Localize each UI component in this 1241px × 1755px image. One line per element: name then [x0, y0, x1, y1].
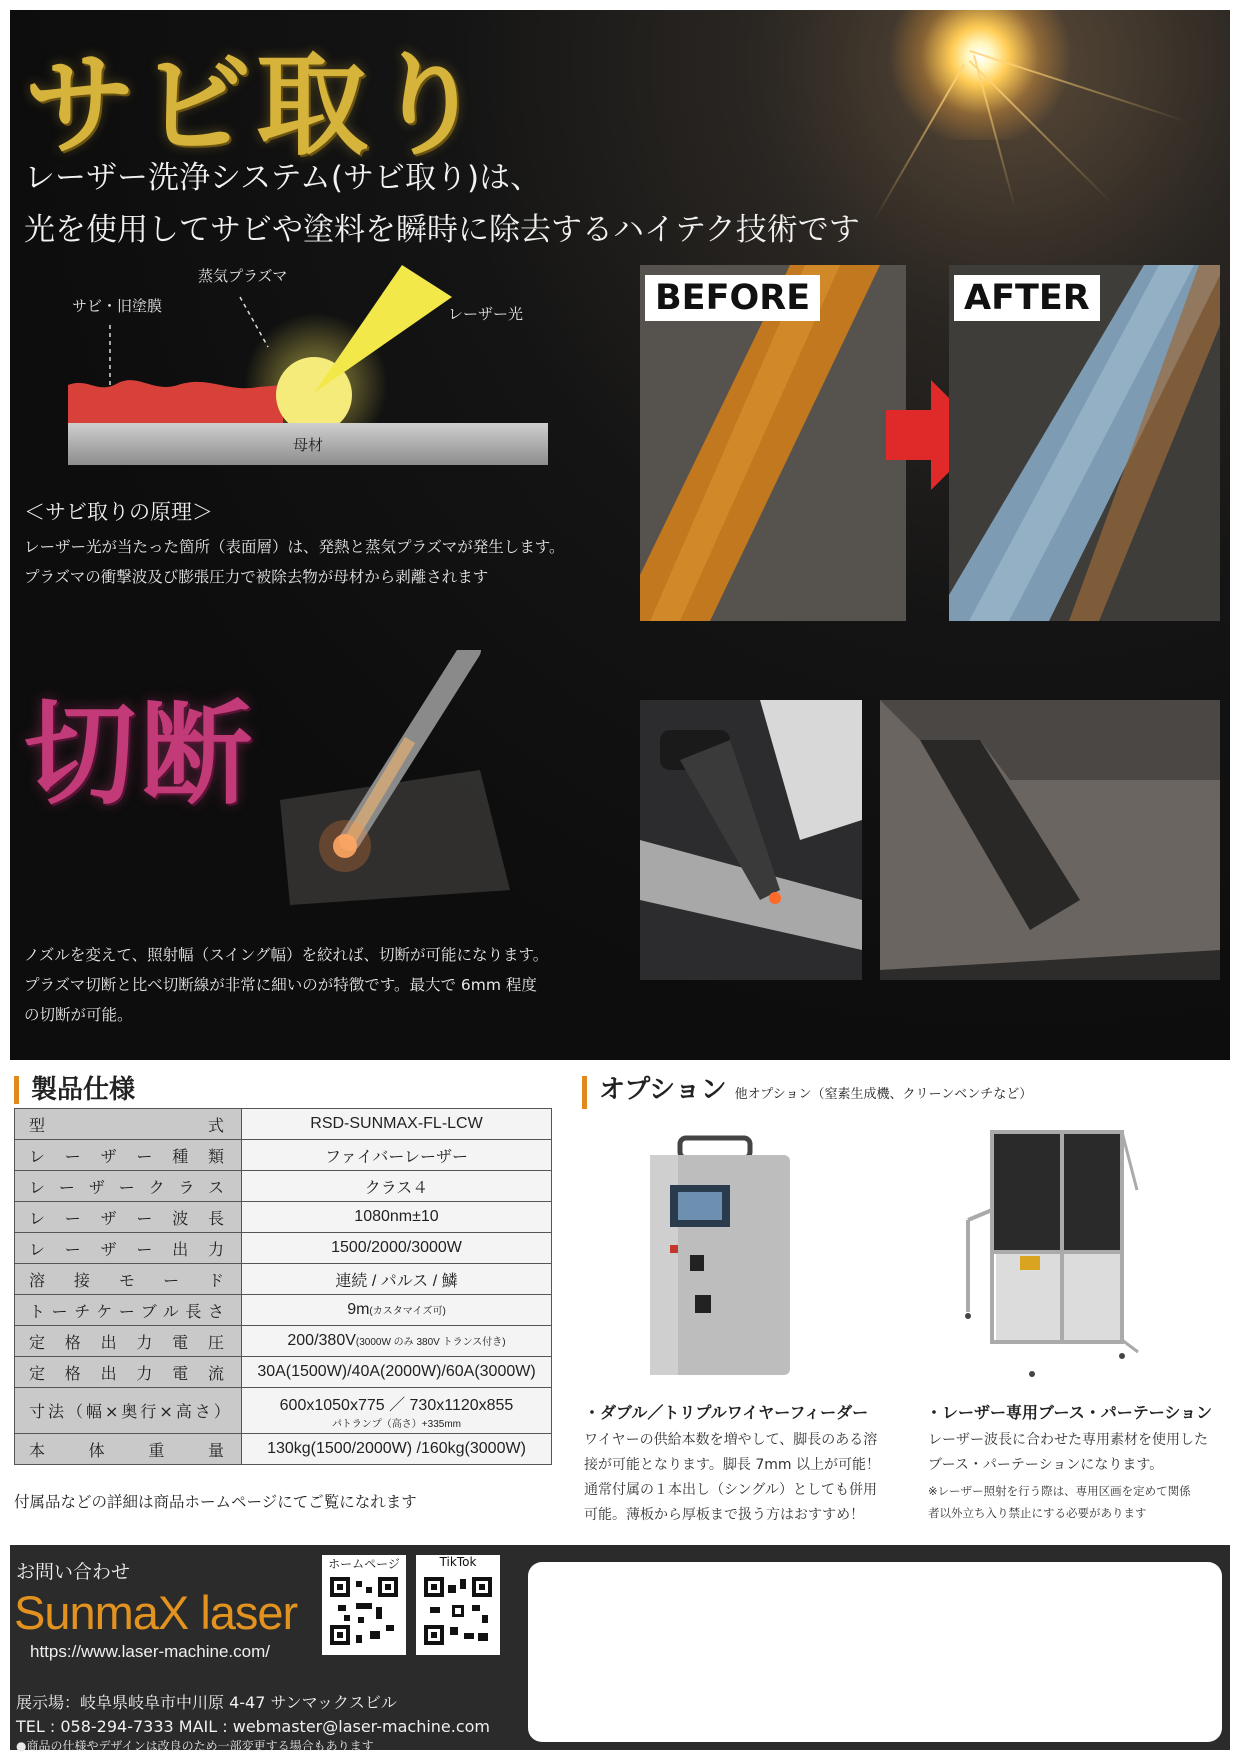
spec-value	[242, 1171, 552, 1202]
qr-homepage-label: ホームページ	[322, 1555, 406, 1572]
option-subtitle: 他オプション（窒素生成機、クリーンベンチなど）	[734, 1087, 1033, 1102]
spec-key: 寸法（幅×奥行×高さ）	[15, 1388, 242, 1434]
feeder-line: 接が可能となります。脚長 7mm 以上が可能！	[584, 1457, 880, 1473]
spec-value	[242, 1295, 552, 1326]
rust-headline	[24, 152, 860, 256]
spec-key: トーチケーブル長さ	[15, 1295, 242, 1326]
cutting-torch-image	[250, 650, 670, 910]
laser-booth-image	[962, 1130, 1142, 1380]
booth-text	[928, 1428, 1208, 1478]
spec-value-text: 600x1050x775 ／ 730x1120x855	[279, 1396, 514, 1414]
principle-text	[24, 532, 565, 592]
contact-footer	[10, 1545, 1230, 1753]
dealer-stamp-area	[528, 1562, 1222, 1742]
spec-value	[242, 1357, 552, 1388]
principle-title: ＜サビ取りの原理＞	[24, 500, 213, 524]
qr-code-icon	[424, 1577, 492, 1645]
spec-key: レーザー出力	[15, 1233, 242, 1264]
principle-line: プラズマの衝撃波及び膨張圧力で被除去物が母材から剥離されます	[24, 568, 489, 586]
spec-row	[15, 1140, 552, 1171]
spec-row	[15, 1264, 552, 1295]
spec-value	[242, 1140, 552, 1171]
spec-row	[15, 1388, 552, 1434]
spec-value-text: 30A(1500W)/40A(2000W)/60A(3000W)	[257, 1363, 536, 1380]
cutting-line: の切断が可能。	[24, 1006, 133, 1024]
spec-row	[15, 1202, 552, 1233]
after-label: AFTER	[954, 275, 1100, 321]
cutting-title: 切断	[24, 689, 256, 820]
spec-key: 型式	[15, 1109, 242, 1140]
cutting-line: ノズルを変えて、照射幅（スイング幅）を絞れば、切断が可能になります。	[24, 946, 549, 964]
spec-value-text: 1500/2000/3000W	[331, 1239, 462, 1256]
spec-value-text: 1080nm±10	[354, 1208, 439, 1225]
spec-table	[14, 1108, 552, 1465]
showroom-address: 展示場：岐阜県岐阜市中川原 4-47 サンマックスビル	[16, 1693, 397, 1712]
feeder-line: 可能。薄板から厚板まで扱う方はおすすめ！	[584, 1507, 865, 1523]
booth-title: ・レーザー専用ブース・パーテーション	[926, 1403, 1213, 1422]
spec-key: レーザークラス	[15, 1171, 242, 1202]
spec-row	[15, 1326, 552, 1357]
spec-key: 本体重量	[15, 1434, 242, 1465]
wire-feeder-image	[640, 1130, 800, 1380]
spec-row	[15, 1434, 552, 1465]
before-label: BEFORE	[645, 275, 820, 321]
rust-removal-diagram	[58, 265, 558, 465]
spec-value-note: (3000W のみ 380V トランス付き)	[355, 1337, 506, 1348]
spec-heading-text: 製品仕様	[31, 1075, 136, 1105]
qr-tiktok[interactable]	[416, 1555, 500, 1655]
principle-line: レーザー光が当たった箇所（表面層）は、発熱と蒸気プラズマが発生します。	[24, 538, 565, 556]
headline-line: 光を使用してサビや塗料を瞬時に除去するハイテク技術です	[24, 212, 860, 248]
headline-line: レーザー洗浄システム(サビ取り)は、	[24, 160, 542, 196]
cutting-line: プラズマ切断と比べ切断線が非常に細いのが特徴です。最大で 6mm 程度	[24, 976, 537, 994]
booth-warning	[928, 1480, 1191, 1524]
booth-warning-line: 者以外立ち入り禁止にする必要があります	[928, 1506, 1147, 1520]
spec-value	[242, 1264, 552, 1295]
spec-key: レーザー種類	[15, 1140, 242, 1171]
spec-value	[242, 1202, 552, 1233]
qr-code-icon	[330, 1577, 398, 1645]
qr-homepage[interactable]	[322, 1555, 406, 1655]
label-laser-light: レーザー光	[448, 305, 524, 323]
tel-mail[interactable]: TEL : 058-294-7333 MAIL : webmaster@laser-machine.com	[16, 1717, 491, 1736]
spec-value-text: 130kg(1500/2000W) /160kg(3000W)	[267, 1440, 526, 1457]
spec-value-note: パトランプ（高さ）+335mm	[332, 1418, 461, 1430]
spec-key: レーザー波長	[15, 1202, 242, 1233]
spec-value	[242, 1388, 552, 1434]
cutting-text	[24, 940, 548, 1030]
feeder-line: ワイヤーの供給本数を増やして、脚長のある溶	[584, 1432, 878, 1448]
spec-value-text: RSD-SUNMAX-FL-LCW	[310, 1115, 483, 1132]
spec-key: 定格出力電圧	[15, 1326, 242, 1357]
spec-row	[15, 1295, 552, 1326]
contact-label: お問い合わせ	[16, 1561, 131, 1583]
spec-value-text: ファイバーレーザー	[324, 1148, 469, 1166]
spec-value-text: 200/380V	[287, 1332, 356, 1349]
option-heading-text: オプション	[599, 1075, 727, 1105]
cut-sheet-image	[880, 700, 1220, 980]
booth-line: レーザー波長に合わせた専用素材を使用した	[928, 1432, 1208, 1448]
spec-row	[15, 1357, 552, 1388]
feeder-title: ・ダブル／トリプルワイヤーフィーダー	[584, 1403, 869, 1422]
disclaimer: ●商品の仕様やデザインは改良のため一部変更する場合もあります	[16, 1739, 374, 1753]
base-material-bar	[68, 423, 548, 465]
spec-value	[242, 1326, 552, 1357]
booth-line: ブース・パーテーションになります。	[928, 1457, 1164, 1473]
website-link[interactable]: https://www.laser-machine.com/	[30, 1642, 270, 1661]
qr-tiktok-label: TikTok	[416, 1555, 500, 1569]
spec-row	[15, 1171, 552, 1202]
spec-value-text: 連続 / パルス / 鱗	[335, 1272, 458, 1290]
feeder-text	[584, 1428, 880, 1528]
spec-row	[15, 1109, 552, 1140]
label-vapor-plasma: 蒸気プラズマ	[198, 267, 288, 285]
spec-value	[242, 1434, 552, 1465]
cutting-work-photo	[640, 700, 862, 980]
spec-note: 付属品などの詳細は商品ホームページにてご覧になれます	[14, 1493, 417, 1511]
before-photo	[640, 265, 906, 621]
spec-value	[242, 1109, 552, 1140]
option-heading	[582, 1076, 1032, 1109]
spec-heading	[14, 1076, 135, 1104]
hero-panel	[10, 10, 1230, 1060]
brand-logo: SunmaX laser	[14, 1586, 298, 1639]
feeder-line: 通常付属の１本出し（シングル）としても併用	[584, 1482, 877, 1498]
spec-value-text: 9m	[347, 1301, 370, 1318]
spec-value-text: クラス４	[364, 1179, 429, 1197]
spec-key: 定格出力電流	[15, 1357, 242, 1388]
cut-metal-photo	[880, 700, 1220, 980]
spec-key: 溶接モード	[15, 1264, 242, 1295]
spec-value-note: (カスタマイズ可)	[369, 1306, 446, 1317]
booth-warning-line: ※レーザー照射を行う際は、専用区画を定めて関係	[928, 1484, 1191, 1498]
hand-torch-image	[640, 700, 862, 980]
after-photo	[949, 265, 1220, 621]
spec-row	[15, 1233, 552, 1264]
rust-removal-title: サビ取り	[24, 40, 488, 171]
spec-value	[242, 1233, 552, 1264]
label-base-material: 母材	[292, 436, 323, 454]
label-rust-coating: サビ・旧塗膜	[72, 297, 163, 315]
